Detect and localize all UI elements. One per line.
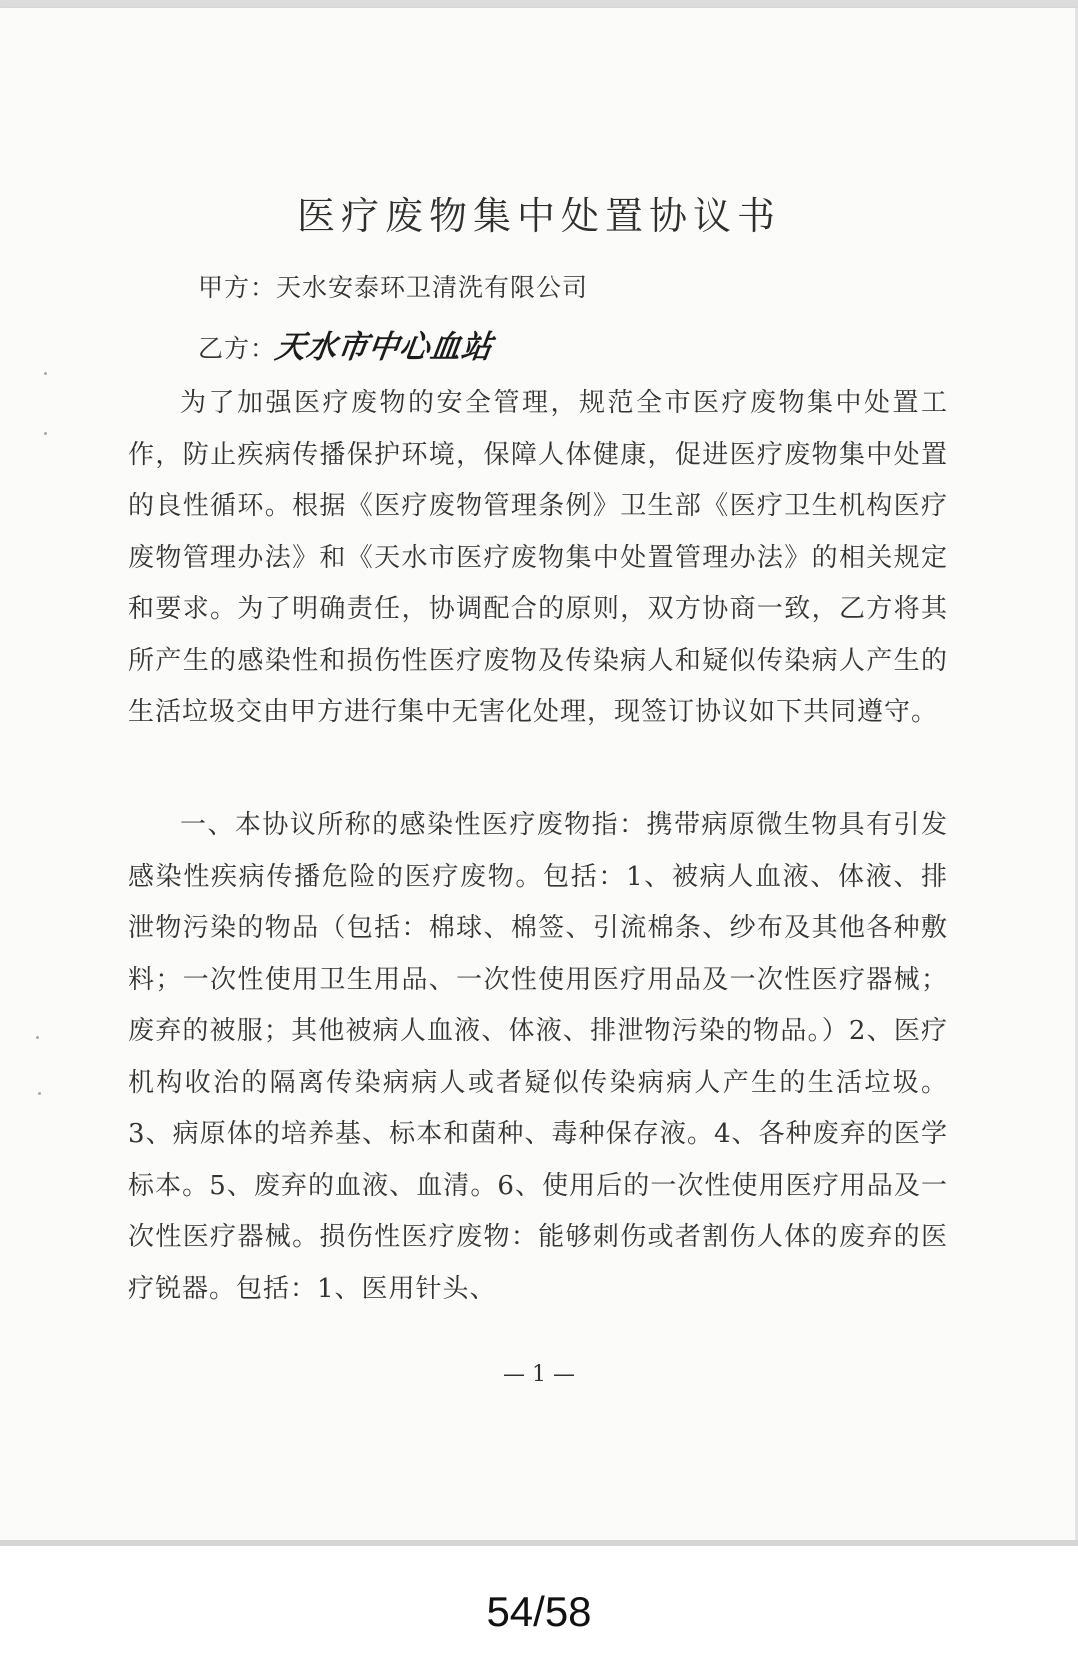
party-a-name: 天水安泰环卫清洗有限公司: [276, 273, 589, 302]
scan-speck: [36, 1036, 39, 1039]
scan-speck: [44, 372, 47, 375]
page-number: — 1 —: [503, 1362, 575, 1387]
preamble-paragraph: 为了加强医疗废物的安全管理，规范全市医疗废物集中处置工作，防止疾病传播保护环境，保障人体健康，促进医疗废物集中处置的良性循环。根据《医疗废物管理条例》卫生部《医疗卫生机构医疗废物管理办法》和《天水市医疗废物集中处置管理办法》的相关规定和要求。为了明确责任，协调配合的原则，双方协商一致，乙方将其所产生的感染性和损伤性医疗废物及传染病人和疑似传染病人产生的生活垃圾交由甲方进行集中无害化处理，现签订协议如下共同遵守。: [128, 388, 948, 727]
viewer-top-strip: [0, 0, 1078, 8]
party-b-handwritten-signature: 天水市中心血站: [272, 329, 496, 367]
party-b: [198, 322, 496, 367]
clause-one-paragraph: 一、本协议所称的感染性医疗废物指：携带病原微生物具有引发感染性疾病传播危险的医疗废物。包括：1、被病人血液、体液、排泄物污染的物品（包括：棉球、棉签、引流棉条、纱布及其他各种敷料；一次性使用卫生用品、一次性使用医疗用品及一次性医疗器械；废弃的被服；其他被病人血液、体液、排泄物污染的物品。）2、医疗机构收治的隔离传染病病人或者疑似传染病病人产生的生活垃圾。3、病原体的培养基、标本和菌种、毒种保存液。4、各种废弃的医学标本。5、废弃的血液、血清。6、使用后的一次性使用医疗用品及一次性医疗器械。损伤性医疗废物：能够刺伤或者割伤人体的废弃的医疗锐器。包括：1、医用针头、: [128, 810, 948, 1304]
footer-divider: [0, 1540, 1078, 1546]
party-a-label: 甲方：: [198, 273, 277, 302]
party-a: [198, 268, 588, 304]
document-title: 医疗废物集中处置协议书: [296, 194, 781, 238]
page-counter: 54/58: [486, 1588, 592, 1635]
scan-speck: [38, 1092, 41, 1095]
scan-speck: [44, 432, 47, 435]
party-b-label: 乙方：: [198, 334, 277, 363]
